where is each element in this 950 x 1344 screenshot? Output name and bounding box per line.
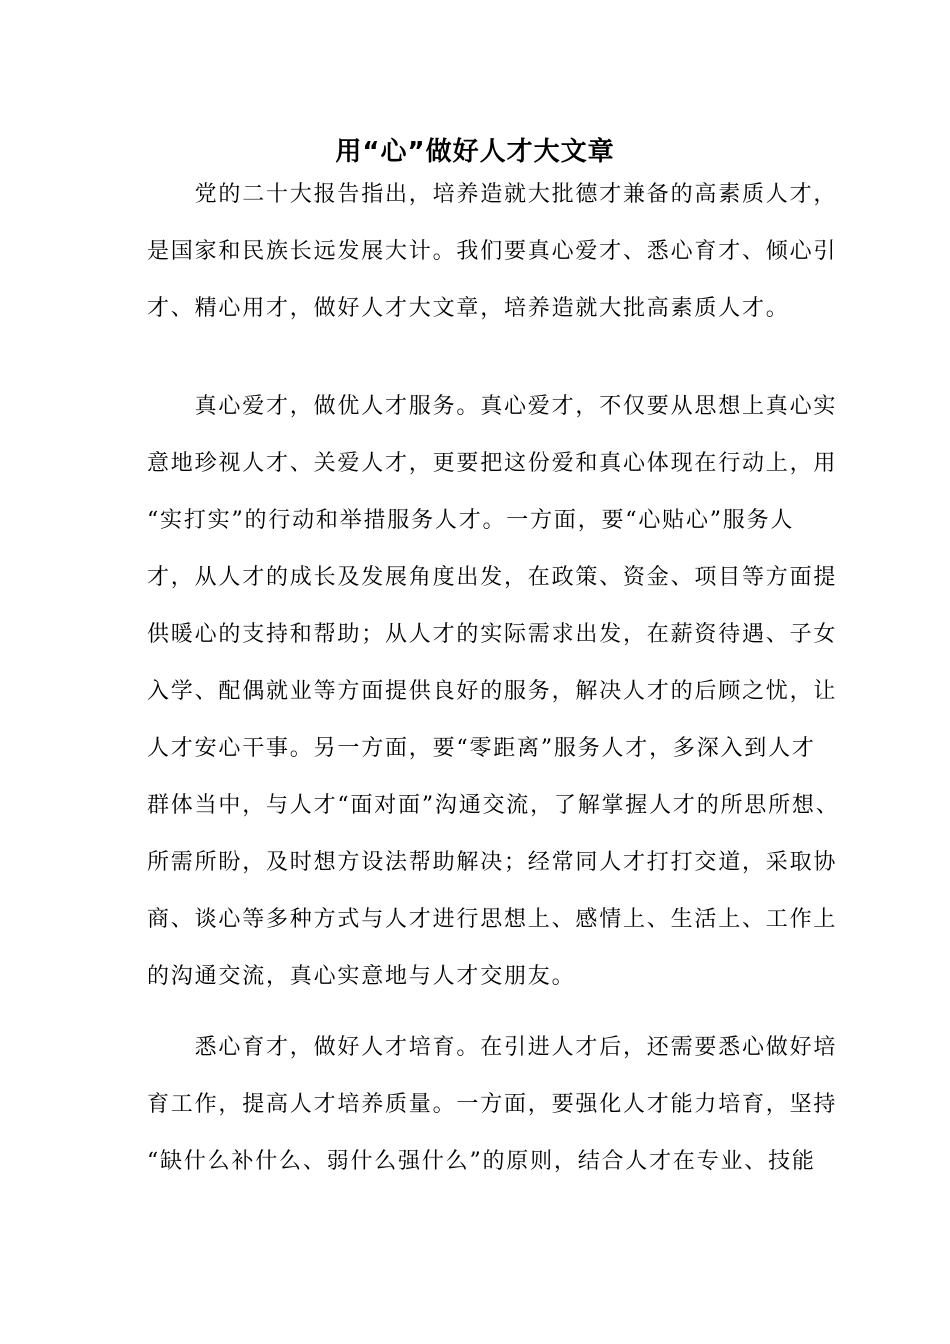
paragraph-nurture-talent — [147, 1019, 837, 1190]
text-line: 才，从人才的成长及发展角度出发，在政策、资金、项目等方面提 — [147, 565, 838, 590]
text-line: 才、精心用才，做好人才大文章，培养造就大批高素质人才。 — [147, 296, 790, 321]
text-line: 所需所盼，及时想方设法帮助解决；经常同人才打打交道，采取协 — [147, 850, 838, 875]
paragraph-care-for-talent — [147, 378, 840, 1005]
document-title: 用“心”做好人才大文章 — [335, 137, 615, 167]
text-line: 是国家和民族长远发展大计。我们要真心爱才、悉心育才、倾心引 — [147, 239, 838, 264]
text-line: 群体当中，与人才“面对面”沟通交流，了解掌握人才的所思所想、 — [147, 793, 840, 818]
text-line: 供暖心的支持和帮助；从人才的实际需求出发，在薪资待遇、子女 — [147, 622, 838, 647]
text-line: 入学、配偶就业等方面提供良好的服务，解决人才的后顾之忧，让 — [147, 679, 838, 704]
text-line: 党的二十大报告指出，培养造就大批德才兼备的高素质人才， — [147, 182, 838, 207]
text-line: 人才安心干事。另一方面，要“零距离”服务人才，多深入到人才 — [147, 736, 816, 761]
text-line: 的沟通交流，真心实意地与人才交朋友。 — [147, 964, 576, 989]
text-line: 商、谈心等多种方式与人才进行思想上、感情上、生活上、工作上 — [147, 907, 838, 932]
paragraph-intro — [147, 166, 837, 337]
text-line: 意地珍视人才、关爱人才，更要把这份爱和真心体现在行动上，用 — [147, 451, 838, 476]
text-line: “实打实”的行动和举措服务人才。一方面，要“心贴心”服务人 — [147, 508, 795, 533]
text-line: “缺什么补什么、弱什么强什么”的原则，结合人才在专业、技能 — [147, 1149, 816, 1174]
text-line: 悉心育才，做好人才培育。在引进人才后，还需要悉心做好培 — [147, 1035, 838, 1060]
text-line: 育工作，提高人才培养质量。一方面，要强化人才能力培育，坚持 — [147, 1092, 838, 1117]
text-line: 真心爱才，做优人才服务。真心爱才，不仅要从思想上真心实 — [147, 394, 838, 419]
